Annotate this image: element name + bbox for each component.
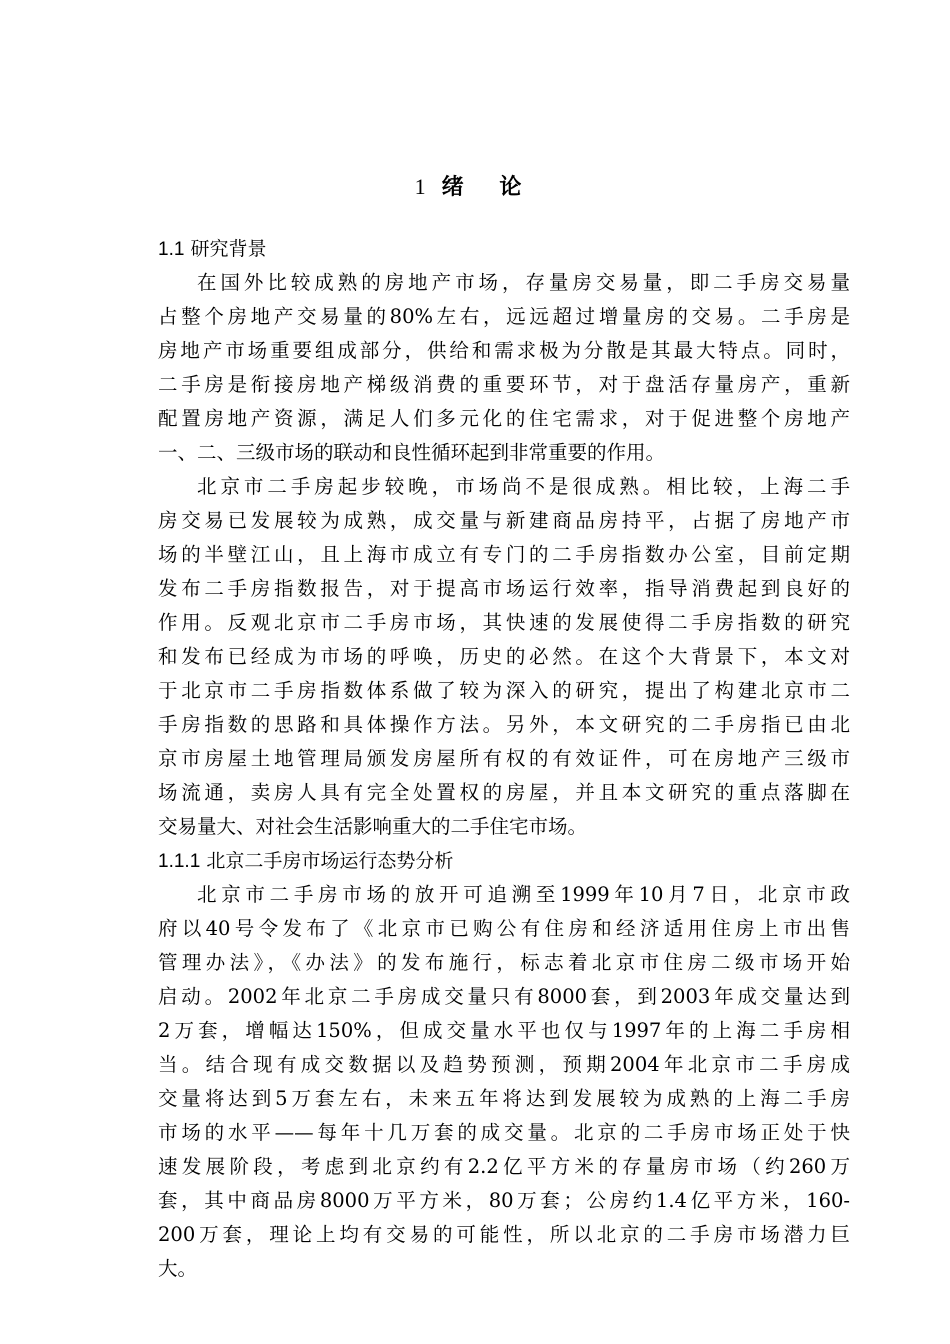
paragraph-line: 交量将达到5万套左右，未来五年将达到发展较为成熟的上海二手房 bbox=[158, 1087, 850, 1110]
paragraph-line: 场流通，卖房人具有完全处置权的房屋，并且本文研究的重点落脚在 bbox=[158, 781, 850, 804]
paragraph-line: 占整个房地产交易量的80%左右，远远超过增量房的交易。二手房是 bbox=[158, 305, 850, 328]
paragraph-line: 和发布已经成为市场的呼唤，历史的必然。在这个大背景下，本文对 bbox=[158, 645, 850, 668]
paragraph-line: 一、二、三级市场的联动和良性循环起到非常重要的作用。 bbox=[158, 441, 666, 464]
paragraph-line: 场的半壁江山，且上海市成立有专门的二手房指数办公室，目前定期 bbox=[158, 543, 850, 566]
paragraph-line: 房地产市场重要组成部分，供给和需求极为分散是其最大特点。同时， bbox=[158, 339, 850, 362]
paragraph-line: 手房指数的思路和具体操作方法。另外，本文研究的二手房指已由北 bbox=[158, 713, 850, 736]
section-heading-1-1 bbox=[158, 232, 850, 266]
paragraph-line: 房交易已发展较为成熟，成交量与新建商品房持平，占据了房地产市 bbox=[158, 509, 850, 532]
paragraph-2 bbox=[158, 470, 850, 844]
paragraph-line: 北京市二手房起步较晚，市场尚不是很成熟。相比较，上海二手 bbox=[197, 475, 850, 498]
paragraph-line: 速发展阶段，考虑到北京约有2.2亿平方米的存量房市场（约260万 bbox=[158, 1155, 850, 1178]
paragraph-line: 套，其中商品房8000万平方米，80万套；公房约1.4亿平方米，160- bbox=[158, 1189, 850, 1212]
section-title: 北京二手房市场运行态势分析 bbox=[206, 850, 454, 872]
chapter-number: 1 bbox=[414, 174, 428, 199]
section-number: 1.1.1 bbox=[158, 851, 201, 872]
paragraph-1 bbox=[158, 266, 850, 470]
paragraph-line: 在国外比较成熟的房地产市场，存量房交易量，即二手房交易量 bbox=[197, 271, 850, 294]
paragraph-line: 北京市二手房市场的放开可追溯至1999年10月7日，北京市政 bbox=[197, 883, 850, 906]
paragraph-line: 市场的水平——每年十几万套的成交量。北京的二手房市场正处于快 bbox=[158, 1121, 850, 1144]
chapter-title bbox=[0, 172, 950, 203]
paragraph-line: 交易量大、对社会生活影响重大的二手住宅市场。 bbox=[158, 815, 588, 838]
paragraph-line: 二手房是衔接房地产梯级消费的重要环节，对于盘活存量房产，重新 bbox=[158, 373, 850, 396]
chapter-title-text: 绪 论 bbox=[441, 175, 536, 200]
paragraph-line: 作用。反观北京市二手房市场，其快速的发展使得二手房指数的研究 bbox=[158, 611, 850, 634]
document-body bbox=[158, 232, 850, 1286]
paragraph-line: 于北京市二手房指数体系做了较为深入的研究，提出了构建北京市二 bbox=[158, 679, 850, 702]
paragraph-line: 2万套，增幅达150%，但成交量水平也仅与1997年的上海二手房相 bbox=[158, 1019, 850, 1042]
paragraph-line: 府以40号令发布了《北京市已购公有住房和经济适用住房上市出售 bbox=[158, 917, 850, 940]
paragraph-line: 当。结合现有成交数据以及趋势预测，预期2004年北京市二手房成 bbox=[158, 1053, 850, 1076]
paragraph-line: 发布二手房指数报告，对于提高市场运行效率，指导消费起到良好的 bbox=[158, 577, 850, 600]
paragraph-line: 启动。2002年北京二手房成交量只有8000套，到2003年成交量达到 bbox=[158, 985, 850, 1008]
section-heading-1-1-1 bbox=[158, 844, 850, 878]
paragraph-3 bbox=[158, 878, 850, 1286]
section-title: 研究背景 bbox=[190, 238, 267, 260]
paragraph-line: 配置房地产资源，满足人们多元化的住宅需求，对于促进整个房地产 bbox=[158, 407, 850, 430]
section-number: 1.1 bbox=[158, 239, 185, 260]
paragraph-line: 管理办法》，《办法》的发布施行，标志着北京市住房二级市场开始 bbox=[158, 951, 850, 974]
paragraph-line: 大。 bbox=[158, 1257, 198, 1280]
paragraph-line: 200万套，理论上均有交易的可能性，所以北京的二手房市场潜力巨 bbox=[158, 1223, 850, 1246]
paragraph-line: 京市房屋土地管理局颁发房屋所有权的有效证件，可在房地产三级市 bbox=[158, 747, 850, 770]
